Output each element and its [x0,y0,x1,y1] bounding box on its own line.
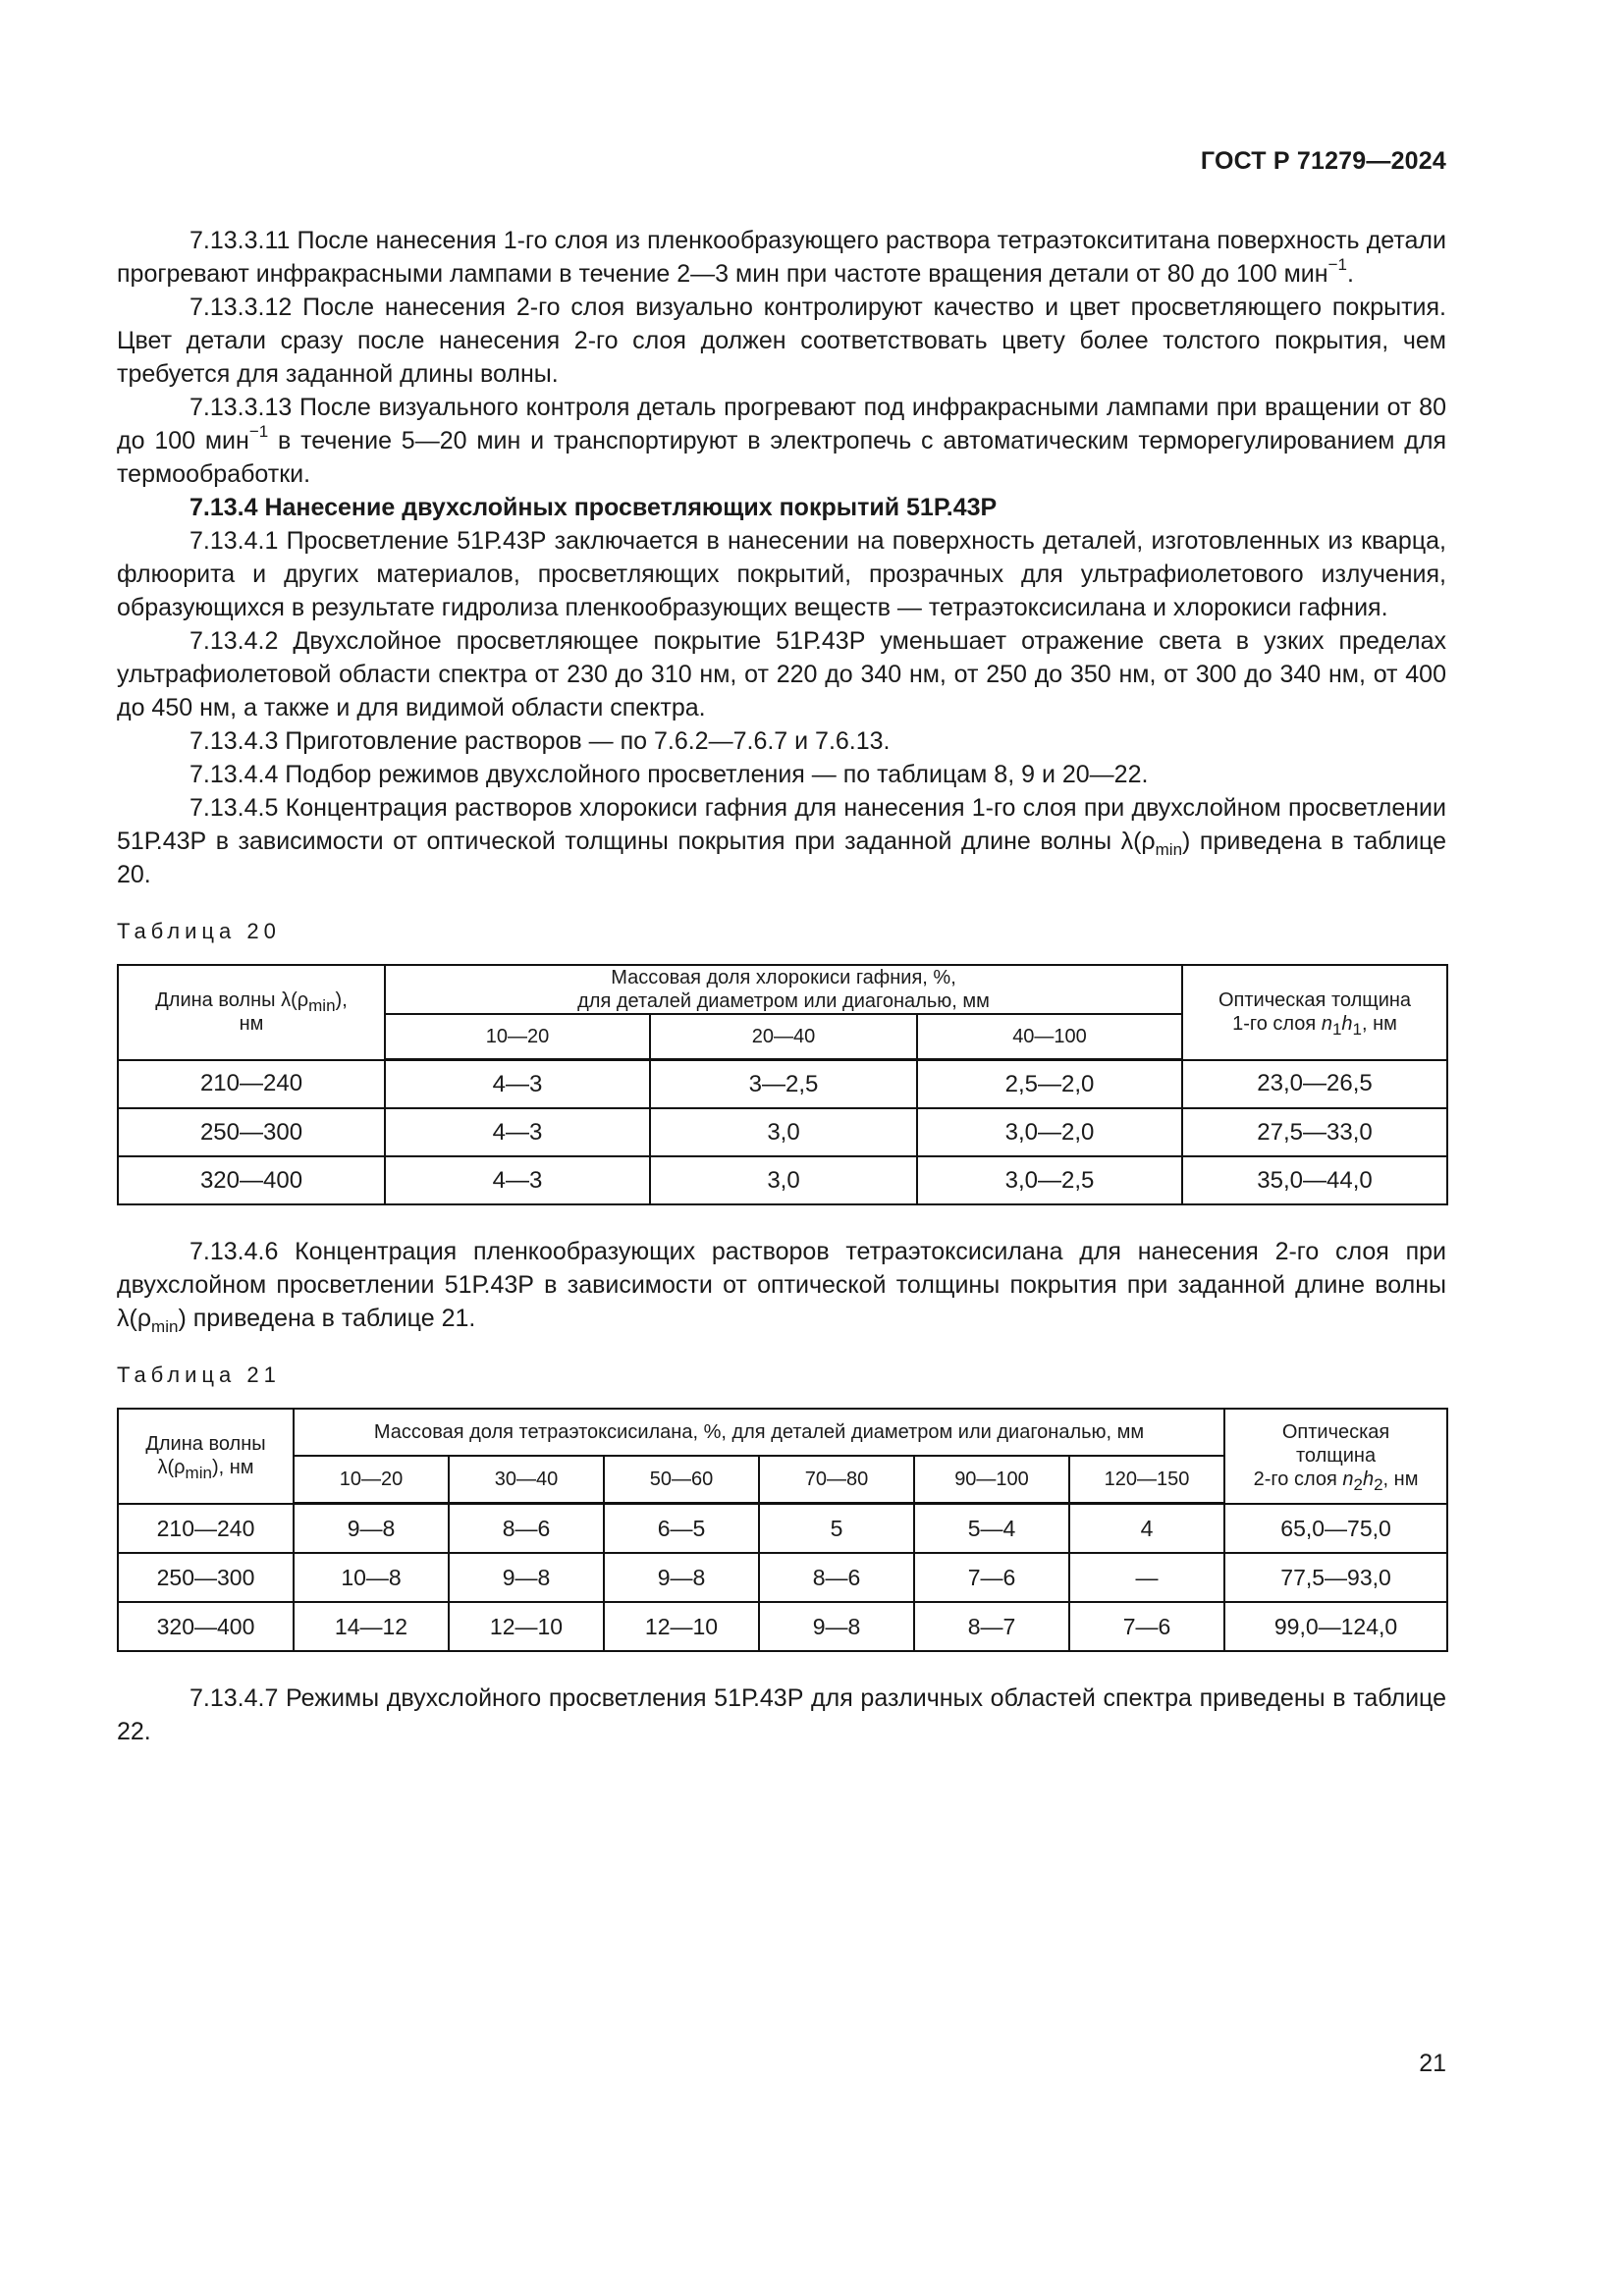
table-cell: 3,0 [650,1108,917,1156]
table-cell: 10—8 [294,1553,449,1602]
paragraph-7-13-4-4: 7.13.4.4 Подбор режимов двухслойного просветления — по таблицам 8, 9 и 20—22. [189,761,1149,788]
table-cell: 8—6 [759,1553,914,1602]
subscript: min [1155,840,1183,859]
table-21 [117,1408,1448,1652]
header-unit: нм [239,1013,264,1036]
table-cell: 65,0—75,0 [1224,1504,1447,1554]
header-text: 2-го слоя [1253,1468,1343,1491]
table-row [118,1060,1447,1109]
header-text: Оптическая [1281,1421,1390,1444]
paragraph-7-13-3-11 [117,224,1446,291]
symbol-n: n [1321,1013,1332,1036]
table-cell: 8—7 [914,1602,1069,1651]
subscript: min [151,1317,179,1336]
document-body [117,224,1446,1748]
header-text: 1-го слоя [1232,1013,1322,1036]
paragraph-text: 7.13.3.13 После визуального контроля деталь прогревают под инфракрасными лампами при вращении от 80 до 100 мин [117,394,1446,454]
header-text: Оптическая толщина [1218,989,1412,1012]
table-21-subheader: 30—40 [449,1456,604,1504]
table-20-subheader: 40—100 [917,1014,1182,1060]
table-cell: 77,5—93,0 [1224,1553,1447,1602]
table-cell: 27,5—33,0 [1182,1108,1447,1156]
header-text: ), [335,989,348,1012]
table-row [118,1602,1447,1651]
symbol-h: h [1341,1013,1353,1036]
paragraph-7-13-4-3: 7.13.4.3 Приготовление растворов — по 7.6.2—7.6.7 и 7.6.13. [189,727,891,755]
table-21-caption: Таблица 21 [117,1362,281,1387]
paragraph-7-13-3-13 [117,391,1446,491]
subscript: min [185,1464,212,1483]
table-21-header-wavelength [118,1409,294,1504]
subscript: 2 [1374,1475,1383,1495]
table-cell: 4 [1069,1504,1224,1554]
document-code: ГОСТ Р 71279—2024 [1200,147,1446,175]
header-text: для деталей диаметром или диагональю, мм [577,990,990,1012]
header-text: Длина волны [145,1433,266,1456]
symbol-n: n [1342,1468,1354,1491]
table-cell: 5 [759,1504,914,1554]
table-cell: 99,0—124,0 [1224,1602,1447,1651]
table-21-header-mass-fraction: Массовая доля тетраэтоксисилана, %, для деталей диаметром или диагональю, мм [294,1409,1224,1456]
header-text: толщина [1296,1445,1377,1468]
table-cell: 4—3 [385,1060,650,1109]
table-20-caption: Таблица 20 [117,919,281,943]
table-21-subheader: 70—80 [759,1456,914,1504]
table-cell: 9—8 [604,1553,759,1602]
paragraph-7-13-4-1: 7.13.4.1 Просветление 51Р.43Р заключается в нанесении на поверхность деталей, изготовленных из кварца, флюорита и других материалов, просветляющих покрытий, прозрачных для ультрафиолетового излучения, образующихся в результате гидролиза пленкообразующих веществ — тетраэтоксисилана и хлорокиси гафния. [117,527,1446,621]
table-cell: 250—300 [118,1553,294,1602]
table-20-subheader: 10—20 [385,1014,650,1060]
superscript: −1 [1327,254,1347,274]
table-cell: 320—400 [118,1156,385,1204]
table-cell: 5—4 [914,1504,1069,1554]
table-cell: 250—300 [118,1108,385,1156]
paragraph-text-end: ) приведена в таблице 20. [117,828,1446,888]
table-cell: 4—3 [385,1156,650,1204]
table-cell: 7—6 [1069,1602,1224,1651]
table-cell: 7—6 [914,1553,1069,1602]
header-text: Длина волны λ(ρ [155,989,309,1012]
table-20-header-wavelength [118,965,385,1060]
table-21-subheader: 120—150 [1069,1456,1224,1504]
paragraph-7-13-3-12: 7.13.3.12 После нанесения 2-го слоя визуально контролируют качество и цвет просветляющего покрытия. Цвет детали сразу после нанесения 2-го слоя должен соответствовать цвету более толстого покрытия, чем требуется для заданной длины волны. [117,294,1446,388]
superscript: −1 [248,421,269,441]
subscript: 2 [1353,1475,1363,1495]
table-cell: 12—10 [604,1602,759,1651]
table-cell: 3,0 [650,1156,917,1204]
subscript: min [308,996,336,1016]
paragraph-text: 7.13.4.6 Концентрация пленкообразующих растворов тетраэтоксисилана для нанесения 2-го слоя при двухслойном просветлении 51Р.43Р в зависимости от оптической толщины покрытия при заданной длине волны λ(ρ [117,1238,1446,1332]
table-row [118,1553,1447,1602]
table-cell: 3—2,5 [650,1060,917,1109]
table-cell: 2,5—2,0 [917,1060,1182,1109]
header-text: ), нм [211,1457,254,1479]
table-row [118,1504,1447,1554]
paragraph-text: 7.13.4.5 Концентрация растворов хлорокиси гафния для нанесения 1-го слоя при двухслойном просветлении 51Р.43Р в зависимости от оптической толщины покрытия при заданной длине волны λ(ρ [117,794,1446,855]
header-text: λ(ρ [157,1457,186,1479]
table-cell: 210—240 [118,1504,294,1554]
table-cell: 23,0—26,5 [1182,1060,1447,1109]
header-unit: , нм [1382,1468,1419,1491]
table-cell: 9—8 [294,1504,449,1554]
table-cell: 210—240 [118,1060,385,1109]
table-20-header-mass-fraction [385,965,1182,1014]
table-cell: 9—8 [759,1602,914,1651]
table-cell: 3,0—2,5 [917,1156,1182,1204]
table-row [118,1108,1447,1156]
paragraph-text-end: в течение 5—20 мин и транспортируют в электропечь с автоматическим терморегулированием для термообработки. [117,427,1446,488]
paragraph-7-13-4-2: 7.13.4.2 Двухслойное просветляющее покрытие 51Р.43Р уменьшает отражение света в узких пределах ультрафиолетовой области спектра от 230 до 310 нм, от 220 до 340 нм, от 250 до 350 нм, от 300 до 340 нм, от 400 до 450 нм, а также и для видимой области спектра. [117,627,1446,721]
table-20 [117,964,1448,1205]
table-21-subheader: 90—100 [914,1456,1069,1504]
header-text: Массовая доля хлорокиси гафния, %, [611,967,956,988]
table-cell: — [1069,1553,1224,1602]
table-cell: 6—5 [604,1504,759,1554]
table-20-header-optical-thickness [1182,965,1447,1060]
paragraph-text-end: . [1346,260,1354,288]
table-cell: 3,0—2,0 [917,1108,1182,1156]
section-heading-7-13-4: 7.13.4 Нанесение двухслойных просветляющих покрытий 51Р.43Р [189,494,998,521]
table-cell: 35,0—44,0 [1182,1156,1447,1204]
table-cell: 12—10 [449,1602,604,1651]
table-21-header-optical-thickness [1224,1409,1447,1504]
table-cell: 4—3 [385,1108,650,1156]
paragraph-text-end: ) приведена в таблице 21. [178,1305,476,1332]
header-unit: , нм [1362,1013,1397,1036]
subscript: 1 [1352,1020,1363,1040]
symbol-h: h [1362,1468,1375,1491]
subscript: 1 [1331,1020,1342,1040]
table-cell: 8—6 [449,1504,604,1554]
paragraph-7-13-4-7: 7.13.4.7 Режимы двухслойного просветления 51Р.43Р для различных областей спектра приведены в таблице 22. [117,1684,1446,1745]
table-21-subheader: 50—60 [604,1456,759,1504]
table-row [118,1156,1447,1204]
table-cell: 14—12 [294,1602,449,1651]
paragraph-7-13-4-6 [117,1235,1446,1335]
table-cell: 320—400 [118,1602,294,1651]
table-cell: 9—8 [449,1553,604,1602]
paragraph-text: 7.13.3.11 После нанесения 1-го слоя из пленкообразующего раствора тетраэтоксититана поверхность детали прогревают инфракрасными лампами в течение 2—3 мин при частоте вращения детали от 80 до 100 мин [117,227,1446,288]
table-21-subheader: 10—20 [294,1456,449,1504]
table-20-subheader: 20—40 [650,1014,917,1060]
page-number: 21 [1419,2050,1446,2077]
paragraph-7-13-4-5 [117,791,1446,891]
